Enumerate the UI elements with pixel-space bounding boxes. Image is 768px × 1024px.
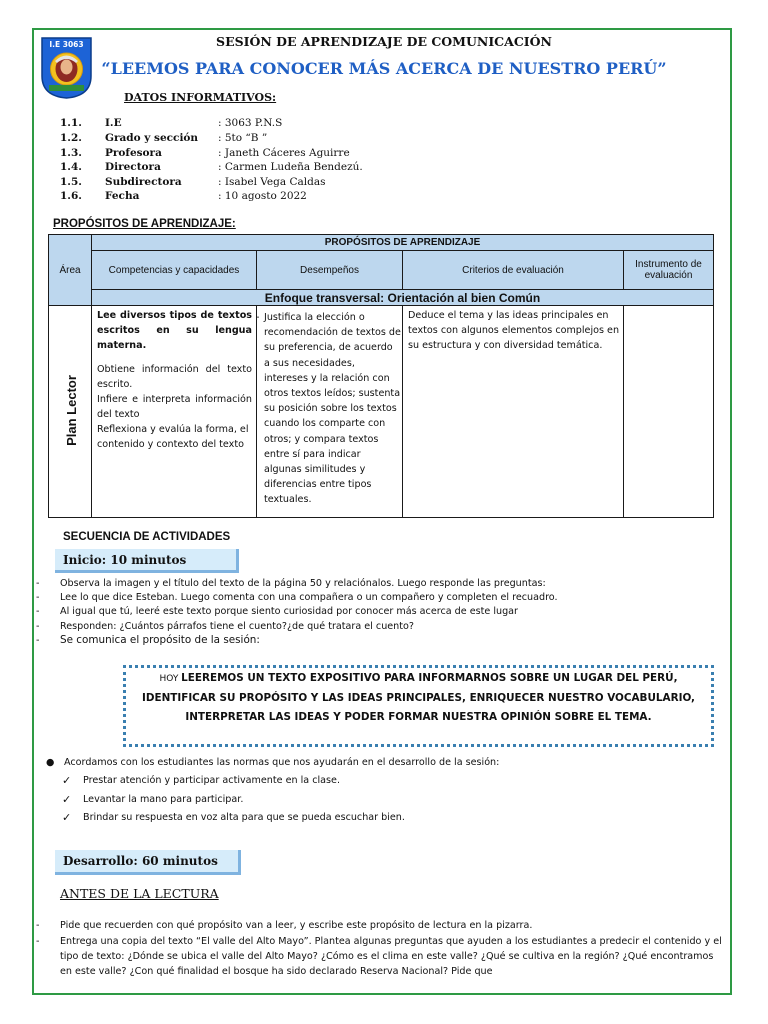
info-num: 1.6. xyxy=(60,190,82,202)
list-item-text: Lee lo que dice Esteban. Luego comenta con una compañera o un compañero y completen el recuadro. xyxy=(60,592,558,603)
info-label: I.E xyxy=(105,117,122,129)
area-header: Área xyxy=(59,264,81,276)
proposito-lead: HOY xyxy=(159,674,182,684)
info-value: : 3063 P.N.S xyxy=(218,117,283,129)
proposito-text xyxy=(130,669,707,727)
column-header-criterios: Criterios de evaluación xyxy=(402,250,624,290)
competencia-text xyxy=(97,308,252,452)
column-header-desempenos: Desempeños xyxy=(256,250,403,290)
column-header-competencias: Competencias y capacidades xyxy=(91,250,257,290)
info-label: Subdirectora xyxy=(105,176,182,188)
dash-marker: - xyxy=(256,312,260,323)
propositos-heading: PROPÓSITOS DE APRENDIZAJE: xyxy=(53,218,236,230)
info-label: Profesora xyxy=(105,147,162,159)
info-value: : 10 agosto 2022 xyxy=(218,190,307,202)
table-title: PROPÓSITOS DE APRENDIZAJE xyxy=(91,234,714,251)
list-item-text: Observa la imagen y el título del texto de la página 50 y relaciónalos. Luego responde las preguntas: xyxy=(60,578,546,589)
list-item-text: Pide que recuerden con qué propósito van a leer, y escribe este propósito de lectura en la pizarra. xyxy=(60,920,533,931)
info-value: : Isabel Vega Caldas xyxy=(218,176,326,188)
competencia-title: Lee diversos tipos de textos escritos en su lengua materna. xyxy=(97,310,252,351)
desarrollo-box xyxy=(55,850,241,875)
session-title: SESIÓN DE APRENDIZAJE DE COMUNICACIÓN xyxy=(216,34,552,49)
list-item-text: Se comunica el propósito de la sesión: xyxy=(60,634,260,646)
desarrollo-label: Desarrollo: 60 minutos xyxy=(63,854,218,868)
area-header-cell xyxy=(48,234,92,306)
info-value: : Janeth Cáceres Aguirre xyxy=(218,147,350,159)
area-label: Plan Lector xyxy=(63,375,79,446)
desempeno-body: Justifica la elección o recomendación de textos de su preferencia, de acuerdo a sus necesidades, intereses y la relación con otros textos leídos; sustenta su posición sobre los textos cuando los comparte con otros; y compara textos entre sí para indicar algunas similitudes y diferencias entre tipos textuales. xyxy=(264,312,401,506)
list-item-text: Responden: ¿Cuántos párrafos tiene el cuento?¿de qué tratara el cuento? xyxy=(60,621,414,632)
enfoque-transversal: Enfoque transversal: Orientación al bien Común xyxy=(91,289,714,306)
capacidad-item: Reflexiona y evalúa la forma, el contenido y contexto del texto xyxy=(97,424,249,450)
instrumento-cell xyxy=(623,305,714,518)
info-num: 1.4. xyxy=(60,161,82,173)
datos-heading: DATOS INFORMATIVOS: xyxy=(124,91,277,104)
secuencia-heading: SECUENCIA DE ACTIVIDADES xyxy=(63,531,231,543)
check-icon: ✓ xyxy=(62,811,72,824)
inicio-box xyxy=(55,549,239,573)
capacidad-item: Infiere e interpreta información del texto xyxy=(97,394,252,420)
column-header-instrumento: Instrumento de evaluación xyxy=(623,250,714,290)
area-plan-lector xyxy=(50,305,92,516)
proposito-body: LEEREMOS UN TEXTO EXPOSITIVO PARA INFORMARNOS SOBRE UN LUGAR DEL PERÚ, IDENTIFICAR SU PROPÓSITO Y LAS IDEAS PRINCIPALES, ENRIQUECER NUESTRO VOCABULARIO, INTERPRETAR LAS IDEAS Y PODER FORMAR NUESTRA OPINIÓN SOBRE EL TEMA. xyxy=(141,672,695,723)
info-num: 1.5. xyxy=(60,176,82,188)
criterio-text: Deduce el tema y las ideas principales en textos con algunos elementos complejos en su estructura y con diversidad temática. xyxy=(408,310,620,351)
check-icon: ✓ xyxy=(62,774,72,787)
norma-text: Brindar su respuesta en voz alta para que se pueda escuchar bien. xyxy=(83,812,405,823)
bullet-icon: ● xyxy=(46,757,55,768)
list-item-text: Al igual que tú, leeré este texto porque siento curiosidad por conocer más acerca de este lugar xyxy=(60,606,518,617)
info-value: : 5to “B ” xyxy=(218,132,268,144)
main-title: “LEEMOS PARA CONOCER MÁS ACERCA DE NUESTRO PERÚ” xyxy=(101,59,667,78)
capacidad-item: Obtiene información del texto escrito. xyxy=(97,364,252,390)
logo-text: I.E 3063 xyxy=(49,40,84,49)
info-label: Fecha xyxy=(105,190,140,202)
inicio-label: Inicio: 10 minutos xyxy=(63,552,187,567)
antes-heading: ANTES DE LA LECTURA xyxy=(60,886,219,901)
info-label: Grado y sección xyxy=(105,132,199,144)
norma-text: Prestar atención y participar activamente en la clase. xyxy=(83,775,340,786)
check-icon: ✓ xyxy=(62,793,72,806)
info-num: 1.3. xyxy=(60,147,82,159)
info-num: 1.1. xyxy=(60,117,82,129)
normas-intro-text: Acordamos con los estudiantes las normas que nos ayudarán en el desarrollo de la sesión: xyxy=(64,757,500,768)
desempeno-text xyxy=(256,310,401,508)
info-label: Directora xyxy=(105,161,161,173)
info-value: : Carmen Ludeña Bendezú. xyxy=(218,161,363,173)
list-item-text: Entrega una copia del texto “El valle del Alto Mayo”. Plantea algunas preguntas que ayuden a los estudiantes a predecir el contenido y el tipo de texto: ¿Dónde se ubica el valle del Alto Mayo? ¿Cómo es el clima en este valle? ¿Qué se cultiva en la región? ¿Qué encontramos en este valle? ¿Con qué finalidad el bosque ha sido declarado Reserva Nacional? Pide que xyxy=(60,936,722,977)
norma-text: Levantar la mano para participar. xyxy=(83,794,244,805)
info-num: 1.2. xyxy=(60,132,82,144)
